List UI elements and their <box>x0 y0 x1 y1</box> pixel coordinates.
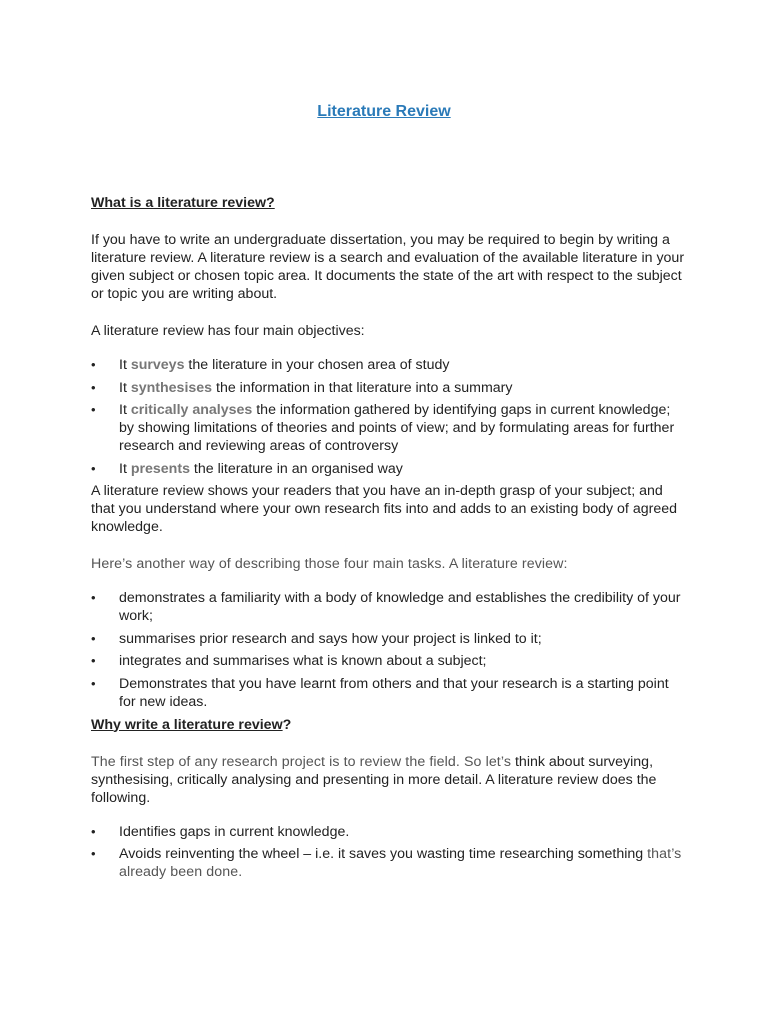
list-item <box>119 845 687 881</box>
section-heading-why-suffix: ? <box>282 716 292 733</box>
section-heading-why <box>91 716 687 734</box>
item-text-light: that’s already been done. <box>119 846 682 880</box>
item-text: Identifies gaps in current knowledge. <box>119 823 350 840</box>
item-text: the literature in your chosen area of study <box>184 357 450 373</box>
objective-term: surveys <box>130 357 185 373</box>
list-item: • demonstrates a familiarity with a body of knowledge and establishes the credibility of your work; <box>119 589 687 625</box>
item-prefix: It <box>119 460 131 477</box>
why-paragraph <box>91 753 687 807</box>
grasp-paragraph: A literature review shows your readers that you have an in-depth grasp of your subject; and that you understand where your own research fits into and adds to an existing body of agreed knowledge. <box>91 483 677 535</box>
list-item: • integrates and summarises what is known about a subject; <box>119 652 687 670</box>
list-item: • summarises prior research and says how your project is linked to it; <box>119 630 687 648</box>
item-text: Avoids reinventing the wheel – i.e. it saves you wasting time researching something <box>119 846 648 862</box>
objective-term: presents <box>130 460 190 477</box>
why-paragraph-rest: think about surveying, synthesising, critically analysing and presenting in more detail. A literature review does the following. <box>91 753 657 806</box>
list-item <box>119 379 687 397</box>
objective-term: synthesises <box>130 379 213 396</box>
item-prefix: It <box>119 357 131 373</box>
document-body <box>91 194 687 886</box>
why-list <box>91 823 687 882</box>
page-title: Literature Review <box>317 103 451 120</box>
section-heading-what-text: What is a literature review? <box>91 195 275 211</box>
list-item <box>119 460 687 478</box>
list-item: • Demonstrates that you have learnt from others and that your research is a starting point for new ideas. <box>119 675 687 711</box>
tasks-list <box>91 589 687 711</box>
item-prefix: It <box>119 379 131 396</box>
tasks-intro: Here’s another way of describing those four main tasks. A literature review: <box>91 556 568 572</box>
why-paragraph-lead: The first step of any research project is to review the field. So let’s <box>91 753 512 770</box>
item-text: the information gathered by identifying gaps in current knowledge; by showing limitations of theories and points of view; and by formulating areas for further research and reviewing areas of controversy <box>119 402 675 454</box>
item-prefix: It <box>119 402 131 418</box>
item-text: the information in that literature into a summary <box>212 379 513 396</box>
objective-term: critically analyses <box>130 402 253 418</box>
objectives-list <box>91 356 687 478</box>
section-heading-why-text: Why write a literature review <box>91 716 283 733</box>
intro-paragraph: If you have to write an undergraduate dissertation, you may be required to begin by writing a literature review. A literature review is a search and evaluation of the available literature in your given subject or chosen topic area. It documents the state of the art with respect to the subject or topic you are writing about. <box>91 232 685 302</box>
section-heading-what <box>91 194 687 212</box>
list-item <box>119 356 687 374</box>
objectives-intro: A literature review has four main objectives: <box>91 323 365 339</box>
list-item <box>119 401 687 455</box>
list-item <box>119 823 687 841</box>
item-text: the literature in an organised way <box>189 460 403 477</box>
